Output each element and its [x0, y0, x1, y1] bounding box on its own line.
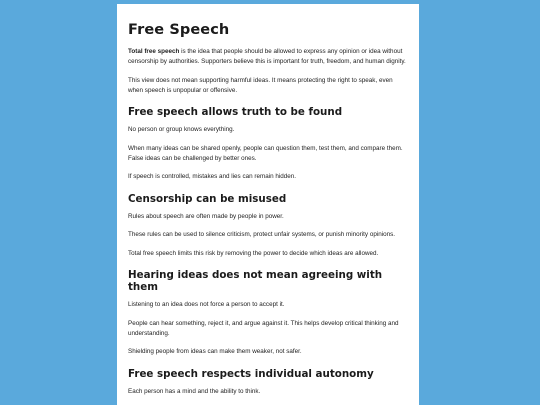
intro-paragraph-2: This view does not mean supporting harmful ideas. It means protecting the right to speak, even when speech is unpopular or offensive. — [128, 76, 393, 94]
paragraph: Rules about speech are often made by people in power. — [128, 212, 284, 220]
intro-text: is the idea that people should be allowed to express any opinion or idea without censorship by authorities. Supporters believe this is important for truth, freedom, and human dignity. — [128, 48, 406, 66]
paragraph: When many ideas can be shared openly, people can question them, test them, and compare them. False ideas can be challenged by better ones. — [128, 144, 403, 162]
intro-paragraph — [128, 47, 408, 67]
section-heading-autonomy: Free speech respects individual autonomy — [128, 367, 374, 380]
paragraph: These rules can be used to silence criticism, protect unfair systems, or punish minority opinions. — [128, 231, 396, 239]
section-heading-truth: Free speech allows truth to be found — [128, 105, 343, 118]
paragraph: If speech is controlled, mistakes and lies can remain hidden. — [128, 173, 297, 181]
paragraph: People can hear something, reject it, and argue against it. This helps develop critical thinking and understanding. — [128, 319, 399, 337]
paragraph: No person or group knows everything. — [128, 125, 235, 133]
article-page — [117, 4, 419, 405]
paragraph: Each person has a mind and the ability to think. — [128, 387, 261, 395]
intro-term: Total free speech — [128, 48, 180, 55]
paragraph: Listening to an idea does not force a person to accept it. — [128, 301, 285, 308]
paragraph: Total free speech limits this risk by removing the power to decide which ideas are allowed. — [128, 249, 379, 257]
page-title: Free Speech — [128, 22, 230, 38]
paragraph: Shielding people from ideas can make them weaker, not safer. — [128, 348, 302, 356]
section-heading-hearing-ideas: Hearing ideas does not mean agreeing with them — [128, 269, 383, 293]
section-heading-censorship: Censorship can be misused — [128, 192, 287, 205]
